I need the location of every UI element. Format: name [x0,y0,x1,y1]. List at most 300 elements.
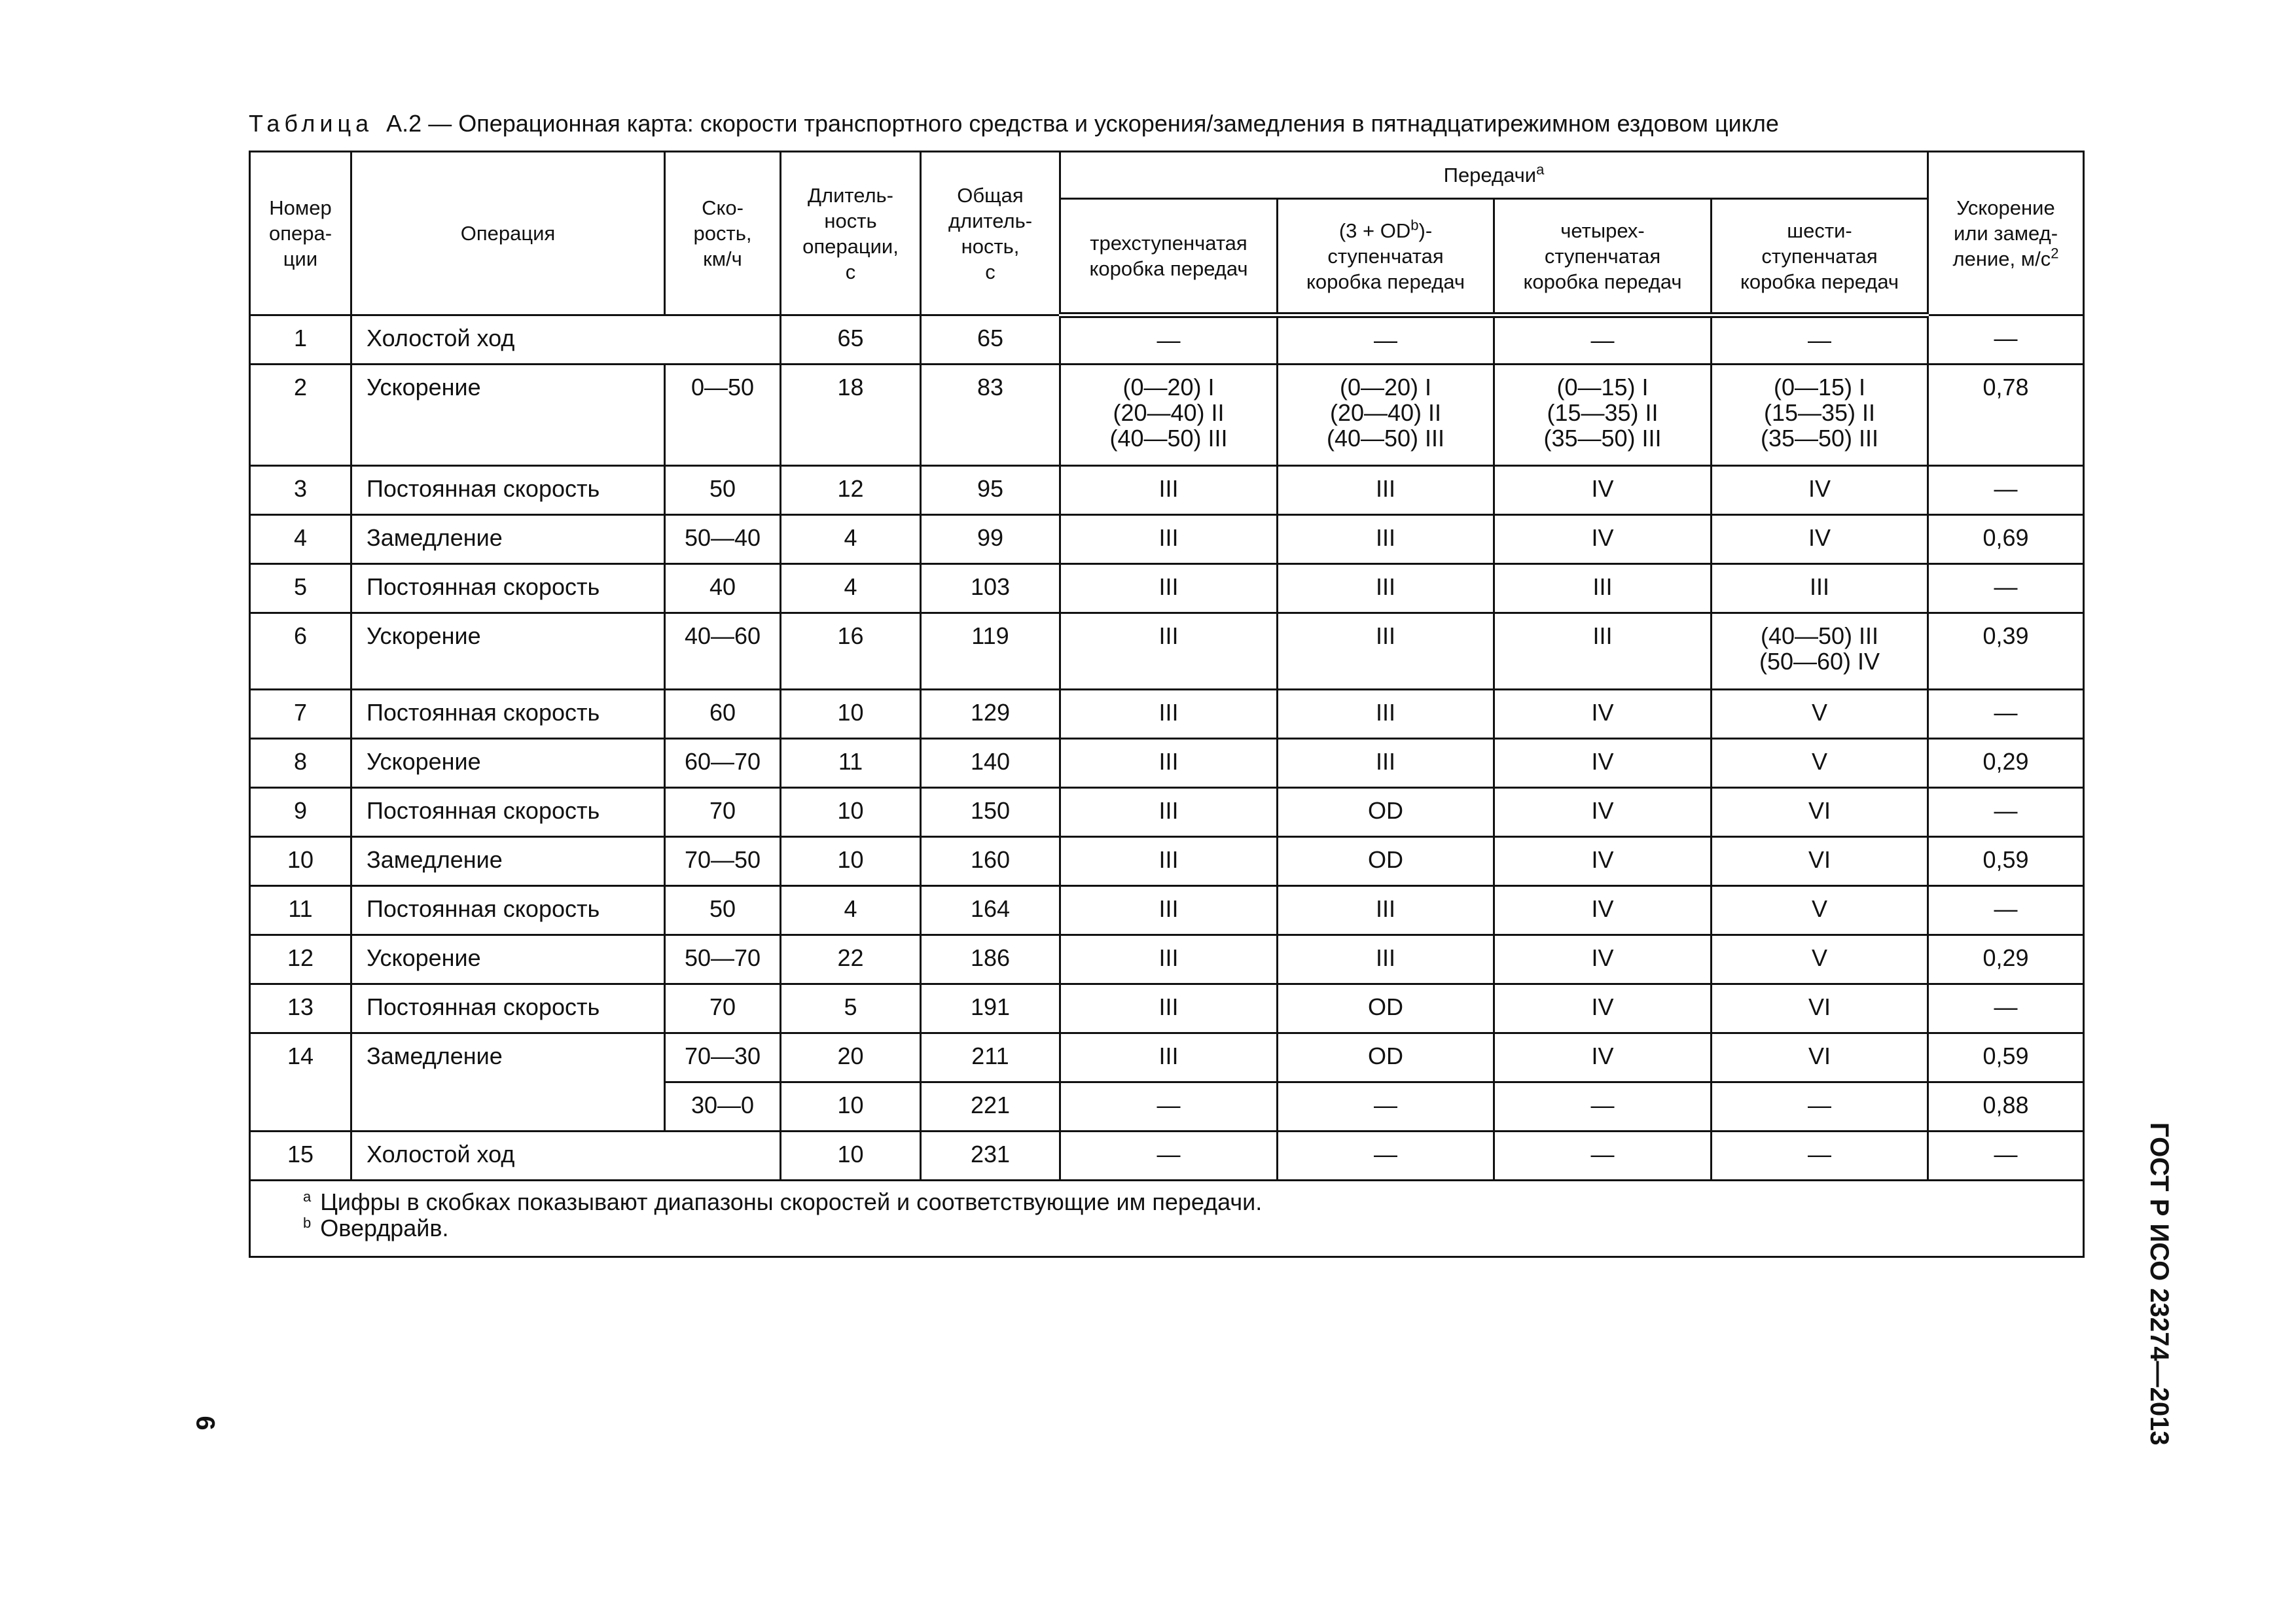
cell-num: 12 [250,935,351,984]
cell-num: 4 [250,515,351,564]
cell-gearbox-3-line: III [1158,944,1179,971]
table-header [250,152,2084,315]
cell-gearbox-3-line: III [1158,895,1179,922]
cell-gearbox-3-line: III [1158,475,1179,502]
cell-num: 9 [250,788,351,837]
header-gearbox-6 [1712,199,1928,315]
cell-gearbox-3od-line: III [1375,573,1395,600]
cell-acceleration: 0,29 [1928,935,2084,984]
cell-operation: Постоянная скорость [351,466,665,515]
cell-num: 15 [250,1132,351,1181]
cell-gearbox-6 [1712,564,1928,613]
cell-operation: Постоянная скорость [351,564,665,613]
cell-operation: Постоянная скорость [351,886,665,935]
cell-speed: 40—60 [665,613,781,690]
cell-gearbox-3-line: — [1157,1141,1181,1168]
header-gearbox-3od-line [1278,218,1493,243]
cell-total: 221 [921,1082,1060,1132]
table-row [250,564,2084,613]
cell-gearbox-4 [1494,365,1712,466]
cell-operation: Холостой ход [351,315,781,365]
cell-num: 5 [250,564,351,613]
cell-gearbox-4-line: IV [1591,748,1614,775]
cell-gearbox-4-line: IV [1591,524,1614,551]
cell-operation: Постоянная скорость [351,690,665,739]
cell-gearbox-4 [1494,886,1712,935]
cell-num: 1 [250,315,351,365]
cell-gearbox-3 [1060,739,1278,788]
cell-gearbox-3-line: III [1158,1043,1179,1069]
footnote-text: Цифры в скобках показывают диапазоны скоростей и соответствующие им передачи. [320,1188,1263,1215]
header-num-line: опера- [268,222,332,245]
cell-operation: Замедление [351,1033,665,1132]
cell-gearbox-3od-line: OD [1368,846,1403,873]
table-row [250,984,2084,1033]
cell-gearbox-4 [1494,1082,1712,1132]
footnote-text: Овердрайв. [320,1215,449,1241]
cell-gearbox-4 [1494,613,1712,690]
cell-gearbox-3-line: III [1158,622,1179,649]
cell-gearbox-3 [1060,613,1278,690]
cell-gearbox-6-line: — [1808,327,1831,353]
header-speed-line: км/ч [703,247,742,270]
table-row [250,886,2084,935]
cell-gearbox-3od-line: — [1374,327,1397,353]
cell-gearbox-3od [1278,515,1494,564]
cell-gearbox-3od [1278,365,1494,466]
cell-gearbox-6-line: (15—35) II [1763,399,1876,426]
cell-operation: Замедление [351,837,665,886]
cell-gearbox-4-line: IV [1591,699,1614,726]
cell-gearbox-4-line: IV [1591,846,1614,873]
cell-gearbox-3 [1060,515,1278,564]
table-body [250,315,2084,1181]
cell-gearbox-4 [1494,564,1712,613]
header-acceleration [1928,152,2084,315]
cell-gearbox-3od-line: III [1375,699,1395,726]
header-total-line: с [985,260,996,283]
cell-gearbox-3-line: (40—50) III [1109,425,1228,452]
cell-total: 83 [921,365,1060,466]
header-acceleration-unit: ление, м/с [1952,247,2051,270]
cell-speed: 0—50 [665,365,781,466]
cell-operation: Ускорение [351,935,665,984]
header-num-line: Номер [269,196,332,219]
cell-gearbox-3od-line: OD [1368,1043,1403,1069]
cell-gearbox-3od [1278,935,1494,984]
cell-acceleration: — [1928,984,2084,1033]
footnote-a [303,1188,2083,1215]
header-gearbox-4-line: четырех- [1560,219,1645,242]
table-caption-text: А.2 — Операционная карта: скорости транспортного средства и ускорения/замедления в пятнадцатирежимном ездовом цикле [386,110,1779,137]
cell-speed: 50—40 [665,515,781,564]
cell-gearbox-4 [1494,515,1712,564]
header-acceleration-line: Ускорение [1956,196,2055,219]
cell-gearbox-3od [1278,690,1494,739]
cell-gearbox-6 [1712,886,1928,935]
cell-gearbox-6-line: VI [1808,797,1831,824]
cell-gearbox-4 [1494,788,1712,837]
cell-gearbox-4 [1494,935,1712,984]
table-row [250,365,2084,466]
cell-total: 140 [921,739,1060,788]
header-total-line: ность, [961,234,1020,258]
header-gearbox-3od-line: ступенчатая [1327,244,1444,268]
table-caption [249,110,1779,137]
cell-gearbox-4 [1494,984,1712,1033]
cell-gearbox-3-line: (20—40) II [1113,399,1225,426]
cell-gearbox-3 [1060,1082,1278,1132]
cell-gearbox-3od-line: III [1375,622,1395,649]
header-gearbox-3-line: коробка передач [1089,257,1248,280]
table-row [250,788,2084,837]
cell-num: 7 [250,690,351,739]
cell-gearbox-6 [1712,788,1928,837]
cell-total: 150 [921,788,1060,837]
table-row [250,837,2084,886]
table-footnotes [250,1181,2084,1257]
table-row [250,515,2084,564]
cell-gearbox-3-line: — [1157,1092,1181,1118]
cell-gearbox-3 [1060,690,1278,739]
header-acceleration-line [1929,246,2083,272]
cell-acceleration: — [1928,315,2084,365]
cell-gearbox-3-line: III [1158,748,1179,775]
cell-gearbox-3-line: III [1158,699,1179,726]
cell-gearbox-4-line: (35—50) III [1543,425,1662,452]
cell-total: 231 [921,1132,1060,1181]
cell-gearbox-3od [1278,315,1494,365]
cell-gearbox-4 [1494,837,1712,886]
cell-gearbox-6 [1712,1132,1928,1181]
cell-gearbox-3 [1060,984,1278,1033]
cell-gearbox-4-line: IV [1591,475,1614,502]
cell-acceleration: 0,59 [1928,1033,2084,1082]
cell-gearbox-6-line: (35—50) III [1760,425,1879,452]
cell-gearbox-3od-line: (20—40) II [1329,399,1442,426]
cell-gearbox-6-line: — [1808,1141,1831,1168]
cell-gearbox-6-line: V [1811,895,1827,922]
cell-gearbox-3od-line: (40—50) III [1326,425,1445,452]
cell-gearbox-3 [1060,935,1278,984]
header-gearbox-4-line: коробка передач [1523,270,1682,293]
cell-gearbox-4-line: — [1590,327,1615,353]
header-gears-label: Передачи [1443,164,1537,187]
cell-operation: Ускорение [351,739,665,788]
cell-gearbox-4-line: IV [1591,797,1614,824]
cell-gearbox-6 [1712,515,1928,564]
cell-gearbox-3 [1060,315,1278,365]
header-duration [781,152,921,315]
cell-gearbox-4 [1494,1033,1712,1082]
table-row [250,1033,2084,1082]
cell-speed: 60—70 [665,739,781,788]
cell-duration: 10 [781,837,921,886]
cell-gearbox-3od [1278,564,1494,613]
cell-speed: 70 [665,788,781,837]
cell-duration: 16 [781,613,921,690]
footnote-mark: b [303,1215,312,1231]
cell-total: 191 [921,984,1060,1033]
table-row [250,739,2084,788]
cell-duration: 20 [781,1033,921,1082]
cell-gearbox-3od-line: — [1374,1092,1397,1118]
cell-total: 119 [921,613,1060,690]
cell-gearbox-6 [1712,613,1928,690]
cell-gearbox-4-line: III [1592,622,1613,649]
table-row [250,466,2084,515]
cell-operation: Постоянная скорость [351,788,665,837]
cell-gearbox-6 [1712,466,1928,515]
cell-gearbox-3 [1060,365,1278,466]
cell-operation: Замедление [351,515,665,564]
cell-gearbox-3od-line: (0—20) I [1339,374,1432,401]
cell-num: 13 [250,984,351,1033]
cell-gearbox-4-line: — [1590,1092,1615,1118]
cell-gearbox-3-line: (0—20) I [1122,374,1215,401]
cell-num: 10 [250,837,351,886]
header-gearbox-6-line: шести- [1787,219,1852,242]
header-gearbox-6-line: коробка передач [1740,270,1899,293]
cell-gearbox-6 [1712,984,1928,1033]
cell-acceleration: — [1928,788,2084,837]
cell-gearbox-4-line: IV [1591,1043,1614,1069]
cell-gearbox-3od [1278,739,1494,788]
cell-gearbox-3od [1278,466,1494,515]
footnote-ref-b: b [1410,217,1419,234]
cell-total: 103 [921,564,1060,613]
cell-total: 99 [921,515,1060,564]
cell-gearbox-6 [1712,837,1928,886]
cell-acceleration: 0,39 [1928,613,2084,690]
cell-gearbox-6 [1712,690,1928,739]
header-speed [665,152,781,315]
standard-designation: ГОСТ Р ИСО 23274—2013 [2145,1122,2174,1446]
header-acceleration-line: или замед- [1953,222,2058,245]
cell-gearbox-3od [1278,984,1494,1033]
cell-gearbox-3od [1278,788,1494,837]
cell-num: 6 [250,613,351,690]
cell-gearbox-6-line: VI [1808,993,1831,1020]
cell-gearbox-3od [1278,613,1494,690]
cell-operation: Постоянная скорость [351,984,665,1033]
cell-acceleration: 0,59 [1928,837,2084,886]
cell-duration: 4 [781,886,921,935]
cell-operation: Ускорение [351,613,665,690]
cell-total: 95 [921,466,1060,515]
page-number: 6 [190,1416,220,1431]
cell-total: 186 [921,935,1060,984]
cell-acceleration: 0,88 [1928,1082,2084,1132]
cell-gearbox-6 [1712,1082,1928,1132]
table-row [250,315,2084,365]
cell-speed: 70—30 [665,1033,781,1082]
cell-acceleration: — [1928,1132,2084,1181]
cell-duration: 11 [781,739,921,788]
cell-num: 11 [250,886,351,935]
cell-gearbox-3 [1060,1033,1278,1082]
cell-gearbox-3 [1060,564,1278,613]
cell-speed: 50—70 [665,935,781,984]
cell-gearbox-4-line: III [1592,573,1613,600]
header-gearbox-4 [1494,199,1712,315]
cell-duration: 12 [781,466,921,515]
header-operation: Операция [351,152,665,315]
cell-gearbox-3od [1278,1132,1494,1181]
header-duration-line: ность [824,209,877,232]
header-gearbox-4-line: ступенчатая [1544,244,1661,268]
cell-gearbox-4 [1494,1132,1712,1181]
cell-gearbox-3-line: III [1158,573,1179,600]
cell-speed: 40 [665,564,781,613]
cell-gearbox-6 [1712,935,1928,984]
table-row [250,690,2084,739]
cell-gearbox-4 [1494,739,1712,788]
cell-gearbox-4 [1494,466,1712,515]
cell-gearbox-4 [1494,315,1712,365]
cell-duration: 10 [781,1132,921,1181]
cell-gearbox-6-line: (40—50) III [1760,622,1879,649]
cell-num: 3 [250,466,351,515]
cell-acceleration: 0,78 [1928,365,2084,466]
cell-gearbox-3 [1060,788,1278,837]
header-acceleration-sup: 2 [2051,245,2059,262]
cell-gearbox-6 [1712,1033,1928,1082]
cell-gearbox-6-line: V [1811,748,1827,775]
header-duration-line: Длитель- [807,183,894,207]
cell-gearbox-6-line: — [1808,1092,1831,1118]
cell-gearbox-3-line: — [1157,327,1181,353]
cell-acceleration: — [1928,886,2084,935]
cell-operation: Ускорение [351,365,665,466]
header-gearbox-3od-prefix: (3 + OD [1338,219,1411,242]
cell-gearbox-3 [1060,466,1278,515]
cell-total: 129 [921,690,1060,739]
cell-gearbox-3od-line: III [1375,524,1395,551]
header-duration-line: с [845,260,856,283]
cell-gearbox-6 [1712,739,1928,788]
cell-gearbox-3od-line: III [1375,748,1395,775]
cell-gearbox-4-line: IV [1591,895,1614,922]
footnote-mark: a [303,1188,312,1205]
table-row [250,935,2084,984]
cell-gearbox-3 [1060,837,1278,886]
cell-acceleration: 0,29 [1928,739,2084,788]
cell-speed: 30—0 [665,1082,781,1132]
cell-duration: 10 [781,1082,921,1132]
footnote-ref-a: a [1536,161,1545,178]
cell-gearbox-3-line: III [1158,846,1179,873]
cell-num: 14 [250,1033,351,1132]
cell-acceleration: — [1928,466,2084,515]
cell-gearbox-3-line: III [1158,993,1179,1020]
cell-acceleration: — [1928,690,2084,739]
cell-duration: 18 [781,365,921,466]
cell-gearbox-3od-line: III [1375,944,1395,971]
header-total [921,152,1060,315]
header-num-line: ции [283,247,318,270]
cell-gearbox-3od-line: — [1374,1141,1397,1168]
header-num [250,152,351,315]
cell-gearbox-6-line: III [1809,573,1829,600]
table-row [250,1132,2084,1181]
header-gearbox-6-line: ступенчатая [1761,244,1878,268]
header-gears [1060,152,1928,199]
cell-gearbox-4-line: — [1590,1141,1615,1168]
table-row [250,613,2084,690]
cell-gearbox-6 [1712,315,1928,365]
cell-gearbox-3od-line: III [1375,895,1395,922]
cell-gearbox-6-line: IV [1808,524,1831,551]
cell-gearbox-3od-line: OD [1368,993,1403,1020]
header-speed-line: рость, [693,222,752,245]
cell-speed: 50 [665,886,781,935]
cell-gearbox-3-line: III [1158,797,1179,824]
cell-speed: 70—50 [665,837,781,886]
cell-gearbox-4-line: IV [1591,944,1614,971]
cell-duration: 10 [781,788,921,837]
header-gearbox-3-line: трехступенчатая [1090,232,1247,255]
cell-gearbox-6-line: V [1811,944,1827,971]
cell-speed: 60 [665,690,781,739]
cell-gearbox-4-line: (0—15) I [1556,374,1649,401]
cell-gearbox-4-line: IV [1591,993,1614,1020]
footnote-b [303,1215,2083,1241]
footnotes-cell [250,1181,2084,1257]
cell-gearbox-6-line: VI [1808,846,1831,873]
operation-table [249,151,2085,1258]
cell-num: 2 [250,365,351,466]
cell-gearbox-4-line: (15—35) II [1547,399,1659,426]
header-gearbox-3od-suffix: )- [1418,219,1433,242]
table-caption-prefix: Таблица [249,110,374,137]
header-speed-line: Ско- [702,196,744,219]
cell-speed: 70 [665,984,781,1033]
cell-total: 65 [921,315,1060,365]
cell-gearbox-3od [1278,1082,1494,1132]
cell-duration: 5 [781,984,921,1033]
cell-gearbox-6-line: (0—15) I [1773,374,1866,401]
cell-gearbox-6-line: VI [1808,1043,1831,1069]
cell-total: 160 [921,837,1060,886]
cell-duration: 22 [781,935,921,984]
cell-gearbox-3od [1278,1033,1494,1082]
cell-duration: 4 [781,515,921,564]
cell-gearbox-6 [1712,365,1928,466]
header-gearbox-3od [1278,199,1494,315]
cell-acceleration: 0,69 [1928,515,2084,564]
cell-gearbox-6-line: V [1811,699,1827,726]
cell-duration: 65 [781,315,921,365]
cell-speed: 50 [665,466,781,515]
cell-gearbox-3 [1060,1132,1278,1181]
cell-gearbox-3od-line: OD [1368,797,1403,824]
header-total-line: длитель- [948,209,1033,232]
header-gearbox-3od-line: коробка передач [1306,270,1465,293]
cell-gearbox-3 [1060,886,1278,935]
cell-operation: Холостой ход [351,1132,781,1181]
header-total-line: Общая [957,183,1024,207]
cell-duration: 4 [781,564,921,613]
cell-gearbox-6-line: (50—60) IV [1759,648,1880,675]
header-gearbox-3 [1060,199,1278,315]
cell-total: 211 [921,1033,1060,1082]
cell-gearbox-4 [1494,690,1712,739]
cell-num: 8 [250,739,351,788]
cell-gearbox-6-line: IV [1808,475,1831,502]
cell-duration: 10 [781,690,921,739]
cell-gearbox-3od [1278,886,1494,935]
